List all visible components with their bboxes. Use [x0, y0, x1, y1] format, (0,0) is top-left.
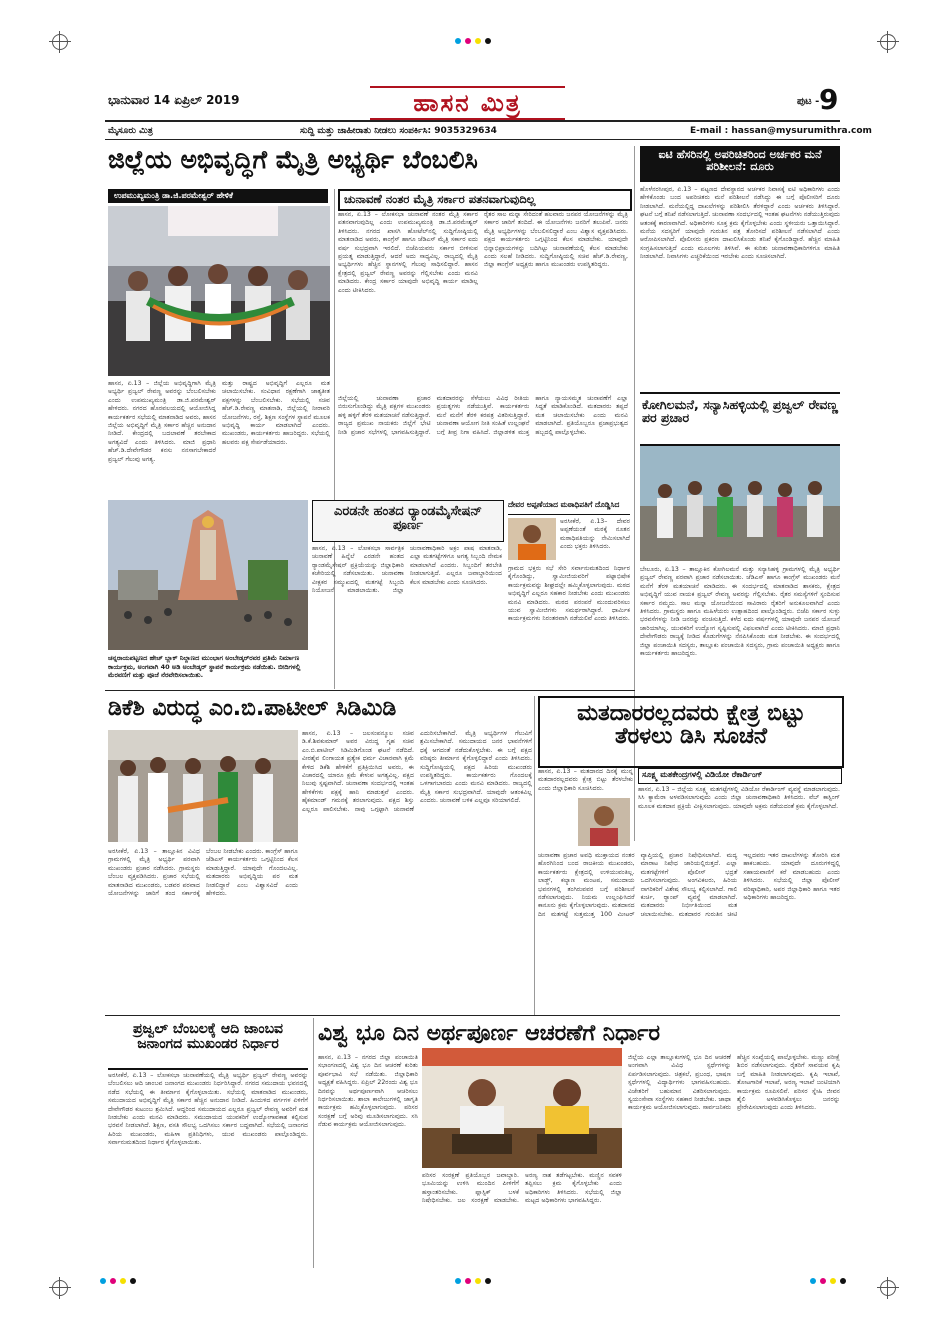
header-rule-2	[105, 139, 840, 140]
it-headline: ಐಟಿ ಹೆಸರಿನಲ್ಲಿ ಅಪರಿಚಿತರಿಂದ ಅರ್ಚಕರ ಮನೆ ಪರಿಶೀಲನೆ: ದೂರು	[658, 148, 822, 173]
earth-body-3: ಪರಿಸರ ಸಂರಕ್ಷಣೆ ಪ್ರತಿಯೊಬ್ಬರ ಜವಾಬ್ದಾರಿ. ಭೂಮಿಯನ್ನು ಉಳಿಸಿ ಮುಂದಿನ ಪೀಳಿಗೆಗೆ ಹಸ್ತಾಂತರಿಸಬೇಕು. ಪ್ಲಾಸ್ಟಿಕ್ ಬಳಕೆ ನಿಷೇಧಿಸಬೇಕು. ಜಲ ಸಂರಕ್ಷಣೆ ಮಾಡಬೇಕು. ಅರಣ್ಯ ನಾಶ ತಡೆಗಟ್ಟಬೇಕು. ಮಣ್ಣಿನ ಸವಕಳಿ ತಪ್ಪಿಸಲು ಕ್ರಮ ಕೈಗೊಳ್ಳಬೇಕು ಎಂದು ಅಧಿಕಾರಿಗಳು ತಿಳಿಸಿದರು. ಸಭೆಯಲ್ಲಿ ಜಿಲ್ಲಾ ಮಟ್ಟದ ಅಧಿಕಾರಿಗಳು ಭಾಗವಹಿಸಿದ್ದರು.	[422, 1172, 622, 1205]
mathadhipati-body-2: ಗ್ರಾಮದ ಭಕ್ತರು ಸಭೆ ಸೇರಿ ಸರ್ವಾನುಮತದಿಂದ ನಿರ್ಧಾರ ಕೈಗೊಂಡಿದ್ದು, ಸ್ವಾಮೀಜಿಯವರಿಗೆ ಪಟ್ಟಾಭಿಷೇಕ ಕಾರ್ಯಕ್ರಮವನ್ನು ಶೀಘ್ರದಲ್ಲೇ ಹಮ್ಮಿಕೊಳ್ಳಲಾಗುವುದು. ಮಠದ ಅಭಿವೃದ್ಧಿಗೆ ಎಲ್ಲರೂ ಸಹಕಾರ ನೀಡಬೇಕು ಎಂದು ಮುಖಂಡರು ಮನವಿ ಮಾಡಿದರು. ಮಠದ ಪರಂಪರೆ ಮುಂದುವರಿಸಲು ಯುವ ಸ್ವಾಮೀಜಿಗಳು ಸಮರ್ಥರಾಗಿದ್ದಾರೆ. ಧಾರ್ಮಿಕ ಕಾರ್ಯಕ್ರಮಗಳು ನಿರಂತರವಾಗಿ ನಡೆಯಲಿವೆ ಎಂದು ತಿಳಿಸಿದರು.	[508, 565, 630, 623]
page-number-box	[797, 83, 845, 116]
column-rule-4	[313, 1018, 314, 1268]
koppal-photo	[640, 446, 840, 561]
koppal-body: ಬೇಲೂರು, ಏ.13 – ತಾಲ್ಲೂಕಿನ ಕೋಗಿಲಮನೆ ಮತ್ತು ಸನ್ಯಾಸಿಹಳ್ಳಿ ಗ್ರಾಮಗಳಲ್ಲಿ ಮೈತ್ರಿ ಅಭ್ಯರ್ಥಿ ಪ್ರಜ್ವಲ್ ರೇವಣ್ಣ ಪರವಾಗಿ ಪ್ರಚಾರ ನಡೆಸಲಾಯಿತು. ಜೆಡಿಎಸ್ ಹಾಗೂ ಕಾಂಗ್ರೆಸ್ ಮುಖಂಡರು ಮನೆ ಮನೆಗೆ ತೆರಳಿ ಮತಯಾಚನೆ ಮಾಡಿದರು. ಈ ಸಂದರ್ಭದಲ್ಲಿ ಮಾತನಾಡಿದ ಶಾಸಕರು, ಕ್ಷೇತ್ರದ ಅಭಿವೃದ್ಧಿಗೆ ಯುವ ನಾಯಕ ಪ್ರಜ್ವಲ್ ರೇವಣ್ಣ ಅವರನ್ನು ಗೆಲ್ಲಿಸಬೇಕು. ರೈತರ ಸಮಸ್ಯೆಗಳಿಗೆ ಸ್ಪಂದಿಸುವ ಸರ್ಕಾರ ನಮ್ಮದು. ಸಾಲ ಮನ್ನಾ ಯೋಜನೆಯಿಂದ ಸಾವಿರಾರು ರೈತರಿಗೆ ಅನುಕೂಲವಾಗಿದೆ ಎಂದು ತಿಳಿಸಿದರು. ಗ್ರಾಮಸ್ಥರು ಹಾಗೂ ಮಹಿಳೆಯರು ಉತ್ಸಾಹದಿಂದ ಪಾಲ್ಗೊಂಡಿದ್ದರು. ಬಿಜೆಪಿ ಸರ್ಕಾರ ಸುಳ್ಳು ಭರವಸೆಗಳನ್ನು ನೀಡಿ ಜನರನ್ನು ವಂಚಿಸುತ್ತಿದೆ. ಕಳೆದ ಐದು ವರ್ಷಗಳಲ್ಲಿ ಯಾವುದೇ ಜನಪರ ಯೋಜನೆ ಜಾರಿಯಾಗಿಲ್ಲ. ಯುವಕರಿಗೆ ಉದ್ಯೋಗ ಸೃಷ್ಟಿಸುವಲ್ಲಿ ವಿಫಲವಾಗಿದೆ ಎಂದು ಟೀಕಿಸಿದರು. ಮಾಜಿ ಪ್ರಧಾನಿ ದೇವೇಗೌಡರು ರಾಜ್ಯಕ್ಕೆ ನೀಡಿದ ಕೊಡುಗೆಗಳನ್ನು ನೆನಪಿಸಿಕೊಂಡು ಮತ ನೀಡಬೇಕು. ಈ ಸಂದರ್ಭದಲ್ಲಿ ಜಿಲ್ಲಾ ಪಂಚಾಯಿತಿ ಸದಸ್ಯರು, ತಾಲ್ಲೂಕು ಪಂಚಾಯಿತಿ ಸದಸ್ಯರು, ಗ್ರಾಮ ಪಂಚಾಯಿತಿ ಅಧ್ಯಕ್ಷರು ಹಾಗೂ ಕಾರ್ಯಕರ್ತರು ಹಾಜರಿದ್ದರು.	[640, 566, 840, 658]
mathadhipati-body: ಅರಸೀಕೆರೆ, ಏ.13– ದೇವರ ಅಪ್ಪಣೆಯಂತೆ ಮಠಕ್ಕೆ ನೂತನ ಮಠಾಧಿಪತಿಯನ್ನು ನೇಮಿಸಲಾಗಿದೆ ಎಂದು ಭಕ್ತರು ತಿಳಿಸಿದರು.	[560, 518, 630, 551]
page-number: 9	[819, 83, 839, 116]
brand-line: ಮೈಸೂರು ಮಿತ್ರ	[108, 126, 153, 136]
mathadhipati-headline: ದೇವರ ಅಪ್ಪಣೆಯಾದ ಮಠಾಧಿಪತಿಗೆ ದೊಡ್ಡಿಸಿದ	[508, 500, 620, 509]
registration-mark-bottom-left	[52, 1280, 68, 1296]
lead-kicker: ಉಪಮುಖ್ಯಮಂತ್ರಿ ಡಾ.ಜಿ.ಪರಮೇಶ್ವರ್ ಹೇಳಿಕೆ	[108, 189, 328, 203]
it-headline-box	[640, 146, 840, 182]
video-body: ಹಾಸನ, ಏ.13 – ಜಿಲ್ಲೆಯ ಸೂಕ್ಷ್ಮ ಮತಗಟ್ಟೆಗಳಲ್ಲಿ ವಿಡಿಯೋ ರೆಕಾರ್ಡಿಂಗ್ ವ್ಯವಸ್ಥೆ ಮಾಡಲಾಗುವುದು. ಸಿಸಿ ಕ್ಯಾಮೆರಾ ಅಳವಡಿಸಲಾಗುವುದು ಎಂದು ಜಿಲ್ಲಾ ಚುನಾವಣಾಧಿಕಾರಿ ತಿಳಿಸಿದರು. ವೆಬ್ ಕಾಸ್ಟಿಂಗ್ ಮೂಲಕ ಮತದಾನ ಪ್ರಕ್ರಿಯೆ ವೀಕ್ಷಿಸಲಾಗುವುದು. ಯಾವುದೇ ಅಕ್ರಮ ನಡೆಯದಂತೆ ಕ್ರಮ ಕೈಗೊಳ್ಳಲಾಗಿದೆ.	[638, 786, 840, 810]
koppal-headline: ಕೋಗಿಲಮನೆ, ಸನ್ಯಾಸಿಹಳ್ಳಿಯಲ್ಲಿ ಪ್ರಜ್ವಲ್ ರೇವಣ್ಣ ಪರ ಪ್ರಚಾರ	[642, 397, 838, 426]
lead-story-body-2: ಮತ್ತು ರಾಷ್ಟ್ರದ ಅಭಿವೃದ್ಧಿಗೆ ಎಲ್ಲರೂ ಮತ ಚಲಾಯಿಸಬೇಕು. ಸಂವಿಧಾನ ರಕ್ಷಣೆಗಾಗಿ ಜಾತ್ಯತೀತ ಪಕ್ಷಗಳನ್ನು ಬೆಂಬಲಿಸಬೇಕು. ಸಭೆಯಲ್ಲಿ ಸಚಿವ ಹೆಚ್.ಡಿ.ರೇವಣ್ಣ ಮಾತನಾಡಿ, ಜಿಲ್ಲೆಯಲ್ಲಿ ನೀರಾವರಿ ಯೋಜನೆಗಳು, ರಸ್ತೆ, ಶಿಕ್ಷಣ ಸಂಸ್ಥೆಗಳ ಸ್ಥಾಪನೆ ಮೂಲಕ ಅಭಿವೃದ್ಧಿ ಕಾರ್ಯ ಮಾಡಲಾಗಿದೆ ಎಂದರು. ಮುಖಂಡರು, ಕಾರ್ಯಕರ್ತರು ಹಾಜರಿದ್ದರು. ಸಭೆಯಲ್ಲಿ ಹಲವರು ಪಕ್ಷ ಸೇರ್ಪಡೆಯಾದರು.	[222, 380, 330, 446]
email-line: E-mail : hassan@mysurumithra.com	[690, 126, 872, 136]
swamiji-photo	[508, 518, 556, 560]
lead-story-body: ಹಾಸನ, ಏ.13 – ಜಿಲ್ಲೆಯ ಅಭಿವೃದ್ಧಿಗಾಗಿ ಮೈತ್ರಿ ಅಭ್ಯರ್ಥಿ ಪ್ರಜ್ವಲ್ ರೇವಣ್ಣ ಅವರನ್ನು ಬೆಂಬಲಿಸಬೇಕು ಎಂದು ಉಪಮುಖ್ಯಮಂತ್ರಿ ಡಾ.ಜಿ.ಪರಮೇಶ್ವರ್ ಹೇಳಿದರು. ನಗರದ ಹೊರವಲಯದಲ್ಲಿ ಆಯೋಜಿಸಿದ್ದ ಕಾರ್ಯಕರ್ತರ ಸಭೆಯಲ್ಲಿ ಮಾತನಾಡಿದ ಅವರು, ಹಾಸನ ಜಿಲ್ಲೆಯ ಅಭಿವೃದ್ಧಿಗೆ ಮೈತ್ರಿ ಸರ್ಕಾರ ಹೆಚ್ಚಿನ ಅನುದಾನ ನೀಡಿದೆ. ಕೇಂದ್ರದಲ್ಲಿ ಬದಲಾವಣೆ ತರಬೇಕಾದ ಅಗತ್ಯವಿದೆ ಎಂದು ತಿಳಿಸಿದರು. ಮಾಜಿ ಪ್ರಧಾನಿ ಹೆಚ್.ಡಿ.ದೇವೇಗೌಡರ ಕನಸು ನನಸಾಗಬೇಕಾದರೆ ಪ್ರಜ್ವಲ್ ಗೆಲುವು ಅಗತ್ಯ.	[108, 380, 216, 463]
temple-photo	[108, 500, 308, 650]
lead-photo	[108, 206, 330, 376]
dkshi-headline: ಡಿಕೆಶಿ ವಿರುದ್ಧ ಎಂ.ಬಿ.ಪಾಟೀಲ್ ಸಿಡಿಮಿಡಿ	[108, 696, 397, 721]
registration-mark-bottom-right	[880, 1280, 896, 1296]
dc-photo	[578, 798, 630, 846]
dkshi-body-2: ಅರಸೀಕೆರೆ, ಏ.13 – ತಾಲ್ಲೂಕಿನ ವಿವಿಧ ಗ್ರಾಮಗಳಲ್ಲಿ ಮೈತ್ರಿ ಅಭ್ಯರ್ಥಿ ಪರವಾಗಿ ಮುಖಂಡರು ಪ್ರಚಾರ ನಡೆಸಿದರು. ಗ್ರಾಮಸ್ಥರು ಬೆಂಬಲ ವ್ಯಕ್ತಪಡಿಸಿದರು. ಪ್ರಚಾರ ಸಭೆಯಲ್ಲಿ ಮಾತನಾಡಿದ ಮುಖಂಡರು, ಬಡವರ ಪರವಾದ ಯೋಜನೆಗಳನ್ನು ಜಾರಿಗೆ ತಂದ ಸರ್ಕಾರಕ್ಕೆ ಬೆಂಬಲ ನೀಡಬೇಕು ಎಂದರು. ಕಾಂಗ್ರೆಸ್ ಹಾಗೂ ಜೆಡಿಎಸ್ ಕಾರ್ಯಕರ್ತರು ಒಗ್ಗಟ್ಟಿನಿಂದ ಕೆಲಸ ಮಾಡುತ್ತಿದ್ದಾರೆ. ಯಾವುದೇ ಗೊಂದಲವಿಲ್ಲ. ಮತದಾರರು ಅಭಿವೃದ್ಧಿಯ ಪರ ಮತ ನೀಡಲಿದ್ದಾರೆ ಎಂಬ ವಿಶ್ವಾಸವಿದೆ ಎಂದು ಹೇಳಿದರು.	[108, 848, 298, 898]
lead-headline: ಜಿಲ್ಲೆಯ ಅಭಿವೃದ್ಧಿಗೆ ಮೈತ್ರಿ ಅಭ್ಯರ್ಥಿ ಬೆಂಬಲಿಸಿ	[108, 145, 478, 174]
page-label: ಪುಟ -	[797, 96, 820, 107]
voters-body: ಹಾಸನ, ಏ.13 – ಮತದಾನದ ದಿನಕ್ಕೆ ಮುನ್ನ ಮತದಾರರಲ್ಲದವರು ಕ್ಷೇತ್ರ ಬಿಟ್ಟು ತೆರಳಬೇಕು ಎಂದು ಜಿಲ್ಲಾಧಿಕಾರಿ ಸೂಚಿಸಿದರು.	[538, 768, 633, 792]
video-kicker-box	[638, 768, 842, 784]
it-story-body: ಹೊಳೆನರಸೀಪುರ, ಏ.13 – ಪಟ್ಟಣದ ದೇವಸ್ಥಾನದ ಅರ್ಚಕರ ನಿವಾಸಕ್ಕೆ ಐಟಿ ಅಧಿಕಾರಿಗಳು ಎಂದು ಹೇಳಿಕೊಂಡು ಬಂದ ಅಪರಿಚಿತರು ಮನೆ ಪರಿಶೀಲನೆ ನಡೆಸಿದ್ದು ಈ ಬಗ್ಗೆ ಪೊಲೀಸರಿಗೆ ದೂರು ನೀಡಲಾಗಿದೆ. ಮನೆಯಲ್ಲಿದ್ದ ದಾಖಲೆಗಳನ್ನು ಪರಿಶೀಲಿಸಿ ತೆರಳಿದ್ದಾರೆ ಎಂದು ಅರ್ಚಕರು ತಿಳಿಸಿದ್ದಾರೆ. ಘಟನೆ ಬಗ್ಗೆ ತನಿಖೆ ನಡೆಸಲಾಗುತ್ತಿದೆ. ಚುನಾವಣಾ ಸಂದರ್ಭದಲ್ಲಿ ಇಂತಹ ಘಟನೆಗಳು ನಡೆಯುತ್ತಿರುವುದು ಆತಂಕಕ್ಕೆ ಕಾರಣವಾಗಿದೆ. ಅಧಿಕಾರಿಗಳು ಸೂಕ್ತ ಕ್ರಮ ಕೈಗೊಳ್ಳಬೇಕು ಎಂದು ಸ್ಥಳೀಯರು ಒತ್ತಾಯಿಸಿದ್ದಾರೆ. ಮನೆಯ ಸದಸ್ಯರಿಗೆ ಯಾವುದೇ ಗುರುತಿನ ಪತ್ರ ತೋರಿಸದೆ ಪರಿಶೀಲನೆ ನಡೆಸಲಾಗಿದೆ ಎಂದು ಆರೋಪಿಸಲಾಗಿದೆ. ಪೊಲೀಸರು ಪ್ರಕರಣ ದಾಖಲಿಸಿಕೊಂಡು ತನಿಖೆ ಕೈಗೊಂಡಿದ್ದಾರೆ. ಹೆಚ್ಚಿನ ಮಾಹಿತಿ ಸಂಗ್ರಹಿಸಲಾಗುತ್ತಿದೆ ಎಂದು ಮೂಲಗಳು ತಿಳಿಸಿವೆ. ಈ ಕುರಿತು ಚುನಾವಣಾಧಿಕಾರಿಗಳಿಗೂ ಮಾಹಿತಿ ನೀಡಲಾಗಿದೆ. ನಿವಾಸಿಗಳು ಎಚ್ಚರಿಕೆಯಿಂದ ಇರಬೇಕು ಎಂದು ಸೂಚಿಸಲಾಗಿದೆ.	[640, 186, 840, 261]
registration-mark-top-left	[52, 34, 68, 50]
voters-headline: ಮತದಾರರಲ್ಲದವರು ಕ್ಷೇತ್ರ ಬಿಟ್ಟು ತೆರಳಲು ಡಿಸಿ ಸೂಚನೆ	[577, 701, 805, 750]
earth-photo	[422, 1048, 622, 1168]
section-rule-2	[105, 1015, 840, 1016]
roadshow-body: ಹಾಸನ, ಏ.13 – ಲೋಕಸಭಾ ಸಾರ್ವತ್ರಿಕ ಚುನಾವಣೆ ಹಿನ್ನೆಲೆ ಎರಡನೇ ಹಂತದ ರ್‍ಯಾಂಡಮೈಸೇಷನ್ ಪ್ರಕ್ರಿಯೆಯನ್ನು ಜಿಲ್ಲಾಧಿಕಾರಿ ಕಚೇರಿಯಲ್ಲಿ ನಡೆಸಲಾಯಿತು. ಚುನಾವಣಾ ವೀಕ್ಷಕರ ಸಮ್ಮುಖದಲ್ಲಿ ಮತಗಟ್ಟೆ ಸಿಬ್ಬಂದಿ ನಿಯೋಜನೆ ಮಾಡಲಾಯಿತು. ಜಿಲ್ಲಾ ಚುನಾವಣಾಧಿಕಾರಿ ಅಕ್ರಂ ಪಾಷ ಮಾತನಾಡಿ, ಎಲ್ಲಾ ಮತಗಟ್ಟೆಗಳಿಗೂ ಅಗತ್ಯ ಸಿಬ್ಬಂದಿ ನೇಮಕ ಮಾಡಲಾಗಿದೆ ಎಂದರು. ಸಿಬ್ಬಂದಿಗೆ ತರಬೇತಿ ನೀಡಲಾಗುತ್ತಿದೆ. ಎಲ್ಲರೂ ಜವಾಬ್ದಾರಿಯಿಂದ ಕೆಲಸ ಮಾಡಬೇಕು ಎಂದು ಸೂಚಿಸಿದರು.	[312, 545, 502, 595]
prajwal-headline: ಪ್ರಜ್ವಲ್ ಬೆಂಬಲಕ್ಕೆ ಆದಿ ಜಾಂಬವ ಜನಾಂಗದ ಮುಖಂಡರ ನಿರ್ಧಾರ	[132, 1021, 284, 1052]
dkshi-photo	[108, 730, 298, 842]
voters-body-2: ಚುನಾವಣಾ ಪ್ರಚಾರ ಅವಧಿ ಮುಕ್ತಾಯದ ನಂತರ ಹೊರಗಿನಿಂದ ಬಂದ ರಾಜಕೀಯ ಮುಖಂಡರು, ಕಾರ್ಯಕರ್ತರು ಕ್ಷೇತ್ರದಲ್ಲಿ ಉಳಿಯುವಂತಿಲ್ಲ. ಲಾಡ್ಜ್, ಕಲ್ಯಾಣ ಮಂಟಪ, ಸಮುದಾಯ ಭವನಗಳಲ್ಲಿ ತಂಗಿರುವವರ ಬಗ್ಗೆ ಪರಿಶೀಲನೆ ನಡೆಸಲಾಗುವುದು. ನಿಯಮ ಉಲ್ಲಂಘಿಸಿದರೆ ಕಾನೂನು ಕ್ರಮ ಕೈಗೊಳ್ಳಲಾಗುವುದು. ಮತದಾನದ ದಿನ ಮತಗಟ್ಟೆ ಸುತ್ತಮುತ್ತ 100 ಮೀಟರ್ ವ್ಯಾಪ್ತಿಯಲ್ಲಿ ಪ್ರಚಾರ ನಿಷೇಧಿಸಲಾಗಿದೆ. ಮದ್ಯ ಮಾರಾಟ ನಿಷೇಧ ಜಾರಿಯಲ್ಲಿರುತ್ತದೆ. ಎಲ್ಲಾ ಮತಗಟ್ಟೆಗಳಿಗೆ ಪೊಲೀಸ್ ಭದ್ರತೆ ಒದಗಿಸಲಾಗುವುದು. ಅಂಗವಿಕಲರು, ಹಿರಿಯ ನಾಗರಿಕರಿಗೆ ವಿಶೇಷ ಸೌಲಭ್ಯ ಕಲ್ಪಿಸಲಾಗಿದೆ. ಗಾಲಿ ಕುರ್ಚಿ, ರ್‍ಯಾಂಪ್ ವ್ಯವಸ್ಥೆ ಮಾಡಲಾಗಿದೆ. ಮತದಾರರು ನಿರ್ಭೀತಿಯಿಂದ ಮತ ಚಲಾಯಿಸಬೇಕು. ಮತದಾರರ ಗುರುತಿನ ಚೀಟಿ ಇಲ್ಲದವರು ಇತರ ದಾಖಲೆಗಳನ್ನು ತೋರಿಸಿ ಮತ ಹಾಕಬಹುದು. ಯಾವುದೇ ದೂರುಗಳಿದ್ದಲ್ಲಿ ಸಹಾಯವಾಣಿಗೆ ಕರೆ ಮಾಡಬಹುದು ಎಂದು ತಿಳಿಸಿದರು. ಸಭೆಯಲ್ಲಿ ಜಿಲ್ಲಾ ಪೊಲೀಸ್ ವರಿಷ್ಠಾಧಿಕಾರಿ, ಅಪರ ಜಿಲ್ಲಾಧಿಕಾರಿ ಹಾಗೂ ಇತರ ಅಧಿಕಾರಿಗಳು ಹಾಜರಿದ್ದರು.	[538, 852, 840, 918]
koppal-headline-box	[640, 392, 840, 446]
voters-headline-box	[538, 696, 844, 768]
temple-photo-caption: ಚನ್ನರಾಯಪಟ್ಟಣದ ಹೇಚ್ ಬ್ಲಾಕ್ ನಿಲ್ದಾಣದ ಮುಂಭಾಗ ಅಂಬೇಡ್ಕರ್‌ರವರ ಪ್ರತಿಮೆ ನಿರ್ಮಾಣ ಕಾರ್ಯಕ್ರಮ, ಅಂಗವಾಗಿ 40 ಅಡಿ ಅಂಬೇಡ್ಕರ್ ಸ್ಥಾಪನೆ ಕಾರ್ಯಕ್ರಮ ನಡೆಯಿತು. ಬೀದಿಗಳಲ್ಲಿ ಮೆರವಣಿಗೆ ಮತ್ತು ಪೂಜೆ ನೆರವೇರಿಸಲಾಯಿತು.	[108, 654, 301, 679]
contact-line: ಸುದ್ದಿ ಮತ್ತು ಜಾಹೀರಾತು ನೀಡಲು ಸಂಪರ್ಕಿಸಿ: 9035329634	[300, 126, 497, 136]
mathadhipati-headline-box	[508, 500, 630, 515]
roadshow-headline: ಎರಡನೇ ಹಂತದ ರ್‍ಯಾಂಡಮೈಸೇಷನ್ ಪೂರ್ಣ	[334, 504, 482, 533]
election-story-body: ಹಾಸನ, ಏ.13 – ಲೋಕಸಭಾ ಚುನಾವಣೆ ನಂತರ ಮೈತ್ರಿ ಸರ್ಕಾರ ಪತನವಾಗುವುದಿಲ್ಲ ಎಂದು ಉಪಮುಖ್ಯಮಂತ್ರಿ ಡಾ.ಜಿ.ಪರಮೇಶ್ವರ್ ತಿಳಿಸಿದರು. ನಗರದ ಖಾಸಗಿ ಹೋಟೆಲ್‌ನಲ್ಲಿ ಸುದ್ದಿಗೋಷ್ಠಿಯಲ್ಲಿ ಮಾತನಾಡಿದ ಅವರು, ಕಾಂಗ್ರೆಸ್ ಹಾಗೂ ಜೆಡಿಎಸ್ ಮೈತ್ರಿ ಸರ್ಕಾರ ಐದು ವರ್ಷ ಸುಭದ್ರವಾಗಿ ಇರಲಿದೆ. ಬಿಜೆಪಿಯವರು ಸರ್ಕಾರ ಬೀಳಿಸುವ ಪ್ರಯತ್ನ ಮಾಡುತ್ತಿದ್ದಾರೆ, ಆದರೆ ಅದು ಸಾಧ್ಯವಿಲ್ಲ. ರಾಜ್ಯದಲ್ಲಿ ಮೈತ್ರಿ ಅಭ್ಯರ್ಥಿಗಳು ಹೆಚ್ಚಿನ ಸ್ಥಾನಗಳಲ್ಲಿ ಗೆಲುವು ಸಾಧಿಸಲಿದ್ದಾರೆ. ಹಾಸನ ಕ್ಷೇತ್ರದಲ್ಲಿ ಪ್ರಜ್ವಲ್ ರೇವಣ್ಣ ಅವರನ್ನು ಗೆಲ್ಲಿಸಬೇಕು ಎಂದು ಮನವಿ ಮಾಡಿದರು. ಕೇಂದ್ರ ಸರ್ಕಾರ ಯಾವುದೇ ಅಭಿವೃದ್ಧಿ ಕಾರ್ಯ ಮಾಡಿಲ್ಲ ಎಂದು ಟೀಕಿಸಿದರು.	[338, 211, 478, 294]
header-rule	[105, 120, 840, 122]
section-rule-1	[105, 690, 635, 691]
column-rule-3	[534, 696, 535, 1016]
prajwal-headline-box	[108, 1020, 308, 1070]
middle-story-body: ಜಿಲ್ಲೆಯಲ್ಲಿ ಚುನಾವಣಾ ಪ್ರಚಾರ ಬಿರುಸುಗೊಂಡಿದ್ದು ಮೈತ್ರಿ ಪಕ್ಷಗಳ ಮುಖಂಡರು ಹಳ್ಳಿ ಹಳ್ಳಿಗೆ ತೆರಳಿ ಮತಯಾಚನೆ ನಡೆಸುತ್ತಿದ್ದಾರೆ. ರಾಜ್ಯದ ಪ್ರಮುಖ ನಾಯಕರು ಜಿಲ್ಲೆಗೆ ಭೇಟಿ ನೀಡಿ ಪ್ರಚಾರ ಸಭೆಗಳಲ್ಲಿ ಭಾಗವಹಿಸುತ್ತಿದ್ದಾರೆ. ಮತದಾರರನ್ನು ಸೆಳೆಯಲು ವಿವಿಧ ರೀತಿಯ ಪ್ರಯತ್ನಗಳು ನಡೆಯುತ್ತಿವೆ. ಕಾರ್ಯಕರ್ತರು ಮನೆ ಮನೆಗೆ ತೆರಳಿ ಕರಪತ್ರ ವಿತರಿಸುತ್ತಿದ್ದಾರೆ. ಚುನಾವಣಾ ಆಯೋಗ ನೀತಿ ಸಂಹಿತೆ ಉಲ್ಲಂಘನೆ ಬಗ್ಗೆ ತೀವ್ರ ನಿಗಾ ವಹಿಸಿದೆ. ಜಿಲ್ಲಾಡಳಿತ ಮುಕ್ತ ಹಾಗೂ ನ್ಯಾಯಸಮ್ಮತ ಚುನಾವಣೆಗೆ ಎಲ್ಲಾ ಸಿದ್ಧತೆ ಮಾಡಿಕೊಂಡಿದೆ. ಮತದಾರರು ತಪ್ಪದೆ ಮತ ಚಲಾಯಿಸಬೇಕು ಎಂದು ಮನವಿ ಮಾಡಲಾಗಿದೆ. ಪ್ರತಿಯೊಬ್ಬರೂ ಪ್ರಜಾಪ್ರಭುತ್ವದ ಹಬ್ಬದಲ್ಲಿ ಪಾಲ್ಗೊಳ್ಳಬೇಕು.	[338, 395, 628, 436]
masthead-title: ಹಾಸನ ಮಿತ್ರ	[413, 88, 522, 117]
roadshow-headline-box	[312, 500, 504, 542]
earth-body: ಹಾಸನ, ಏ.13 – ನಗರದ ಜಿಲ್ಲಾ ಪಂಚಾಯಿತಿ ಸಭಾಂಗಣದಲ್ಲಿ ವಿಶ್ವ ಭೂ ದಿನ ಆಚರಣೆ ಕುರಿತು ಪೂರ್ವಭಾವಿ ಸಭೆ ನಡೆಯಿತು. ಜಿಲ್ಲಾಧಿಕಾರಿ ಅಧ್ಯಕ್ಷತೆ ವಹಿಸಿದ್ದರು. ಏಪ್ರಿಲ್ 22ರಂದು ವಿಶ್ವ ಭೂ ದಿನವನ್ನು ಅರ್ಥಪೂರ್ಣವಾಗಿ ಆಚರಿಸಲು ನಿರ್ಧರಿಸಲಾಯಿತು. ಶಾಲಾ ಕಾಲೇಜುಗಳಲ್ಲಿ ಜಾಗೃತಿ ಕಾರ್ಯಕ್ರಮ ಹಮ್ಮಿಕೊಳ್ಳಲಾಗುವುದು. ಪರಿಸರ ಸಂರಕ್ಷಣೆ ಬಗ್ಗೆ ಅರಿವು ಮೂಡಿಸಲಾಗುವುದು. ಸಸಿ ನೆಡುವ ಕಾರ್ಯಕ್ರಮ ಆಯೋಜಿಸಲಾಗುವುದು.	[318, 1054, 418, 1129]
earth-headline: ವಿಶ್ವ ಭೂ ದಿನ ಅರ್ಥಪೂರ್ಣ ಆಚರಣೆಗೆ ನಿರ್ಧಾರ	[318, 1021, 661, 1046]
dkshi-body: ಹಾಸನ, ಏ.13 – ಜಲಸಂಪನ್ಮೂಲ ಸಚಿವ ಡಿ.ಕೆ.ಶಿವಕುಮಾರ್ ಅವರ ವಿರುದ್ಧ ಗೃಹ ಸಚಿವ ಎಂ.ಬಿ.ಪಾಟೀಲ್ ಸಿಡಿಮಿಡಿಗೊಂಡ ಘಟನೆ ನಡೆದಿದೆ. ವೀರಶೈವ ಲಿಂಗಾಯತ ಪ್ರತ್ಯೇಕ ಧರ್ಮ ವಿಚಾರವಾಗಿ ಕ್ಷಮೆ ಕೇಳಿದ ಡಿಕೆಶಿ ಹೇಳಿಕೆಗೆ ಪ್ರತಿಕ್ರಿಯಿಸಿದ ಅವರು, ಈ ವಿಚಾರದಲ್ಲಿ ಯಾರೂ ಕ್ಷಮೆ ಕೇಳುವ ಅಗತ್ಯವಿಲ್ಲ. ಪಕ್ಷದ ನಿಲುವು ಸ್ಪಷ್ಟವಾಗಿದೆ. ಚುನಾವಣಾ ಸಂದರ್ಭದಲ್ಲಿ ಇಂತಹ ಹೇಳಿಕೆಗಳು ಪಕ್ಷಕ್ಕೆ ಹಾನಿ ಮಾಡುತ್ತವೆ ಎಂದರು. ಹೈಕಮಾಂಡ್ ಗಮನಕ್ಕೆ ತರಲಾಗುವುದು. ಪಕ್ಷದ ಶಿಸ್ತು ಎಲ್ಲರೂ ಪಾಲಿಸಬೇಕು. ನಾವು ಒಗ್ಗಟ್ಟಾಗಿ ಚುನಾವಣೆ ಎದುರಿಸಬೇಕಾಗಿದೆ. ಮೈತ್ರಿ ಅಭ್ಯರ್ಥಿಗಳ ಗೆಲುವಿಗೆ ಶ್ರಮಿಸಬೇಕಾಗಿದೆ. ಸಮುದಾಯದ ಜನರ ಭಾವನೆಗಳಿಗೆ ಧಕ್ಕೆ ಆಗದಂತೆ ನಡೆದುಕೊಳ್ಳಬೇಕು. ಈ ಬಗ್ಗೆ ಪಕ್ಷದ ವರಿಷ್ಠರು ತೀರ್ಮಾನ ಕೈಗೊಳ್ಳಲಿದ್ದಾರೆ ಎಂದು ತಿಳಿಸಿದರು. ಸುದ್ದಿಗೋಷ್ಠಿಯಲ್ಲಿ ಪಕ್ಷದ ಹಿರಿಯ ಮುಖಂಡರು ಉಪಸ್ಥಿತರಿದ್ದರು. ಕಾರ್ಯಕರ್ತರು ಗೊಂದಲಕ್ಕೆ ಒಳಗಾಗಬಾರದು ಎಂದು ಮನವಿ ಮಾಡಿದರು. ರಾಜ್ಯದಲ್ಲಿ ಮೈತ್ರಿ ಸರ್ಕಾರ ಸುಭದ್ರವಾಗಿದೆ. ಯಾವುದೇ ಆತಂಕವಿಲ್ಲ ಎಂದರು. ಚುನಾವಣೆ ಬಳಿಕ ಎಲ್ಲವೂ ಸರಿಯಾಗಲಿದೆ.	[302, 730, 532, 813]
election-headline-box	[338, 189, 632, 211]
issue-date: ಭಾನುವಾರ 14 ಏಪ್ರಿಲ್ 2019	[108, 93, 240, 107]
prajwal-body: ಅರಸೀಕೆರೆ, ಏ.13 – ಲೋಕಸಭಾ ಚುನಾವಣೆಯಲ್ಲಿ ಮೈತ್ರಿ ಅಭ್ಯರ್ಥಿ ಪ್ರಜ್ವಲ್ ರೇವಣ್ಣ ಅವರನ್ನು ಬೆಂಬಲಿಸಲು ಆದಿ ಜಾಂಬವ ಜನಾಂಗದ ಮುಖಂಡರು ನಿರ್ಧರಿಸಿದ್ದಾರೆ. ನಗರದ ಸಮುದಾಯ ಭವನದಲ್ಲಿ ನಡೆದ ಸಭೆಯಲ್ಲಿ ಈ ತೀರ್ಮಾನ ಕೈಗೊಳ್ಳಲಾಯಿತು. ಸಭೆಯಲ್ಲಿ ಮಾತನಾಡಿದ ಮುಖಂಡರು, ಸಮುದಾಯದ ಅಭಿವೃದ್ಧಿಗೆ ಮೈತ್ರಿ ಸರ್ಕಾರ ಹೆಚ್ಚಿನ ಅನುದಾನ ನೀಡಿದೆ. ಹಿಂದುಳಿದ ವರ್ಗಗಳ ಏಳಿಗೆಗೆ ದೇವೇಗೌಡರ ಕುಟುಂಬ ಶ್ರಮಿಸಿದೆ. ಆದ್ದರಿಂದ ಸಮುದಾಯದ ಎಲ್ಲರೂ ಪ್ರಜ್ವಲ್ ರೇವಣ್ಣ ಅವರಿಗೆ ಮತ ನೀಡಬೇಕು ಎಂದು ಮನವಿ ಮಾಡಿದರು. ಸಮುದಾಯದ ಯುವಕರಿಗೆ ಉದ್ಯೋಗಾವಕಾಶ ಕಲ್ಪಿಸುವ ಭರವಸೆ ನೀಡಲಾಗಿದೆ. ಶಿಕ್ಷಣ, ವಸತಿ ಸೌಲಭ್ಯ ಒದಗಿಸಲು ಸರ್ಕಾರ ಬದ್ಧವಾಗಿದೆ. ಸಭೆಯಲ್ಲಿ ಜನಾಂಗದ ಹಿರಿಯ ಮುಖಂಡರು, ಮಹಿಳಾ ಪ್ರತಿನಿಧಿಗಳು, ಯುವ ಮುಖಂಡರು ಪಾಲ್ಗೊಂಡಿದ್ದರು. ಸರ್ವಾನುಮತದಿಂದ ನಿರ್ಧಾರ ಕೈಗೊಳ್ಳಲಾಯಿತು.	[108, 1072, 308, 1147]
registration-mark-top-right	[880, 34, 896, 50]
earth-body-4: ಜಿಲ್ಲೆಯ ಎಲ್ಲಾ ತಾಲ್ಲೂಕುಗಳಲ್ಲಿ ಭೂ ದಿನ ಆಚರಣೆ ಅಂಗವಾಗಿ ವಿವಿಧ ಸ್ಪರ್ಧೆಗಳನ್ನು ಏರ್ಪಡಿಸಲಾಗುವುದು. ಚಿತ್ರಕಲೆ, ಪ್ರಬಂಧ, ಭಾಷಣ ಸ್ಪರ್ಧೆಗಳಲ್ಲಿ ವಿದ್ಯಾರ್ಥಿಗಳು ಭಾಗವಹಿಸಬಹುದು. ವಿಜೇತರಿಗೆ ಬಹುಮಾನ ವಿತರಿಸಲಾಗುವುದು. ಸ್ವಯಂಸೇವಾ ಸಂಸ್ಥೆಗಳು ಸಹಕಾರ ನೀಡಬೇಕು. ಜಾಥಾ ಕಾರ್ಯಕ್ರಮ ಆಯೋಜಿಸಲಾಗುವುದು. ಸಾರ್ವಜನಿಕರು ಹೆಚ್ಚಿನ ಸಂಖ್ಯೆಯಲ್ಲಿ ಪಾಲ್ಗೊಳ್ಳಬೇಕು. ಮಣ್ಣು ಪರೀಕ್ಷೆ ಶಿಬಿರ ನಡೆಸಲಾಗುವುದು. ರೈತರಿಗೆ ಸಾವಯವ ಕೃಷಿ ಬಗ್ಗೆ ಮಾಹಿತಿ ನೀಡಲಾಗುವುದು. ಕೃಷಿ ಇಲಾಖೆ, ತೋಟಗಾರಿಕೆ ಇಲಾಖೆ, ಅರಣ್ಯ ಇಲಾಖೆ ಜಂಟಿಯಾಗಿ ಕಾರ್ಯಕ್ರಮ ರೂಪಿಸಲಿವೆ. ಪರಿಸರ ಸ್ನೇಹಿ ಜೀವನ ಶೈಲಿ ಅಳವಡಿಸಿಕೊಳ್ಳಲು ಜನರನ್ನು ಪ್ರೇರೇಪಿಸಲಾಗುವುದು ಎಂದು ತಿಳಿಸಿದರು.	[628, 1054, 840, 1112]
election-story-body-2: ರೈತರ ಸಾಲ ಮನ್ನಾ ಸೇರಿದಂತೆ ಹಲವಾರು ಜನಪರ ಯೋಜನೆಗಳನ್ನು ಮೈತ್ರಿ ಸರ್ಕಾರ ಜಾರಿಗೆ ತಂದಿದೆ. ಈ ಯೋಜನೆಗಳು ಜನರಿಗೆ ತಲುಪಿವೆ. ಜನರು ಮೈತ್ರಿ ಅಭ್ಯರ್ಥಿಗಳನ್ನು ಬೆಂಬಲಿಸಲಿದ್ದಾರೆ ಎಂಬ ವಿಶ್ವಾಸ ವ್ಯಕ್ತಪಡಿಸಿದರು. ಪಕ್ಷದ ಕಾರ್ಯಕರ್ತರು ಒಗ್ಗಟ್ಟಿನಿಂದ ಕೆಲಸ ಮಾಡಬೇಕು. ಯಾವುದೇ ಭಿನ್ನಾಭಿಪ್ರಾಯಗಳನ್ನು ಬದಿಗಿಟ್ಟು ಚುನಾವಣೆಯಲ್ಲಿ ಕೆಲಸ ಮಾಡಬೇಕು ಎಂದು ಸಲಹೆ ನೀಡಿದರು. ಸುದ್ದಿಗೋಷ್ಠಿಯಲ್ಲಿ ಸಚಿವ ಹೆಚ್.ಡಿ.ರೇವಣ್ಣ, ಜಿಲ್ಲಾ ಕಾಂಗ್ರೆಸ್ ಅಧ್ಯಕ್ಷರು ಹಾಗೂ ಮುಖಂಡರು ಉಪಸ್ಥಿತರಿದ್ದರು.	[484, 211, 628, 269]
video-kicker: ಸೂಕ್ಷ್ಮ ಮತಕೇಂದ್ರಗಳಲ್ಲಿ ವಿಡಿಯೋ ರೆಕಾರ್ಡಿಂಗ್	[642, 770, 763, 779]
masthead-box	[370, 86, 565, 120]
election-headline: ಚುನಾವಣೆ ನಂತರ ಮೈತ್ರಿ ಸರ್ಕಾರ ಪತನವಾಗುವುದಿಲ್ಲ	[344, 192, 536, 206]
